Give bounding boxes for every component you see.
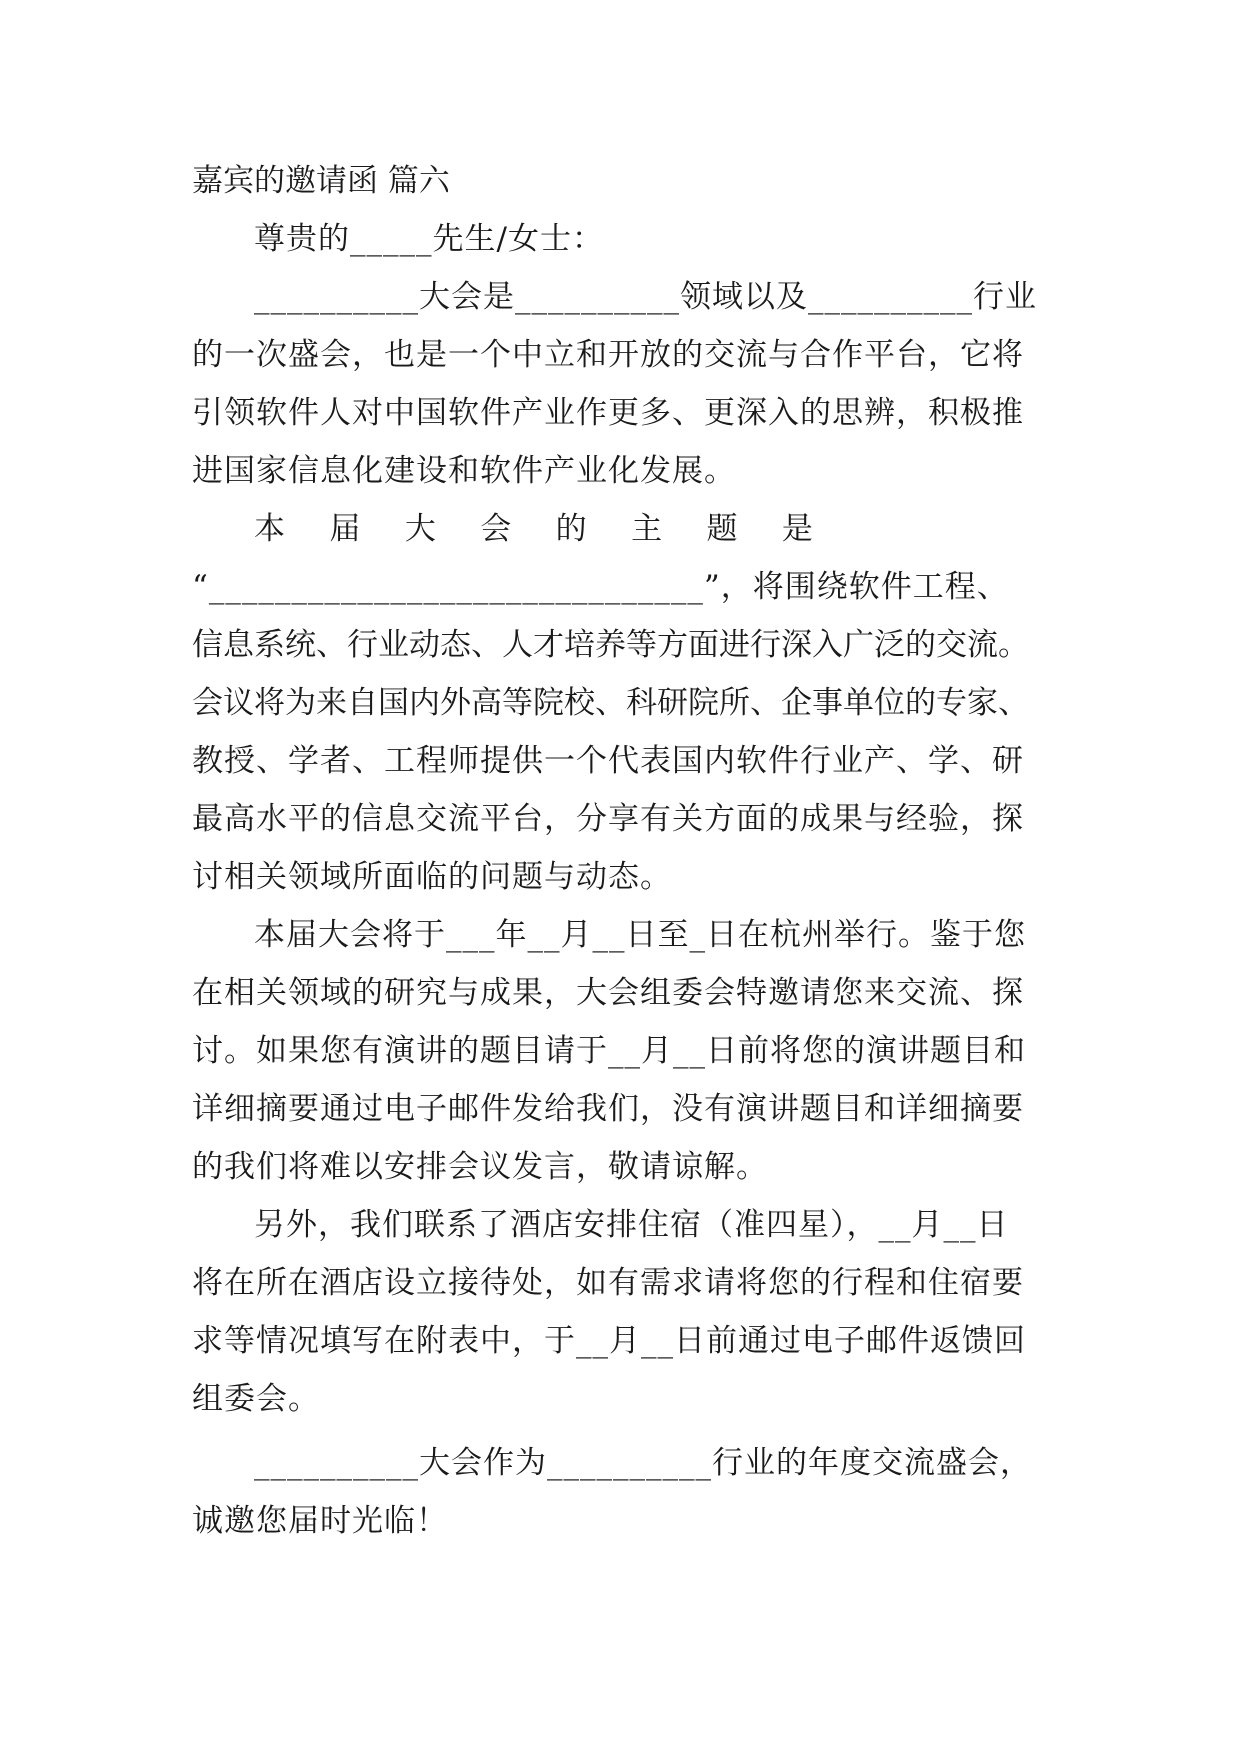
paragraph-3 [192,906,1050,1196]
paragraph-line: 信息系统、行业动态、人才培养等方面进行深入广泛的交流。 [192,627,1029,663]
salutation: 尊贵的_____先生/女士： [254,221,604,257]
paragraph-line: 另外，我们联系了酒店安排住宿（准四星），__月__日 [254,1207,1009,1243]
paragraph-line: __________大会是__________领域以及__________行业 [254,279,1037,315]
paragraph-line: 求等情况填写在附表中，于__月__日前通过电子邮件返馈回 [192,1323,1026,1359]
paragraph-4 [192,1196,1050,1428]
paragraph-line: 进国家信息化建设和软件产业化发展。 [192,453,736,489]
paragraph-line: 组委会。 [192,1381,320,1417]
paragraph-line: 的我们将难以安排会议发言，敬请谅解。 [192,1149,768,1185]
paragraph-line: 的一次盛会，也是一个中立和开放的交流与合作平台，它将 [192,337,1024,373]
paragraph-line: __________大会作为__________行业的年度交流盛会， [254,1445,1032,1481]
paragraph-line: 详细摘要通过电子邮件发给我们，没有演讲题目和详细摘要 [192,1091,1024,1127]
document-body [192,152,1050,1550]
paragraph-1 [192,268,1050,500]
paragraph-line: 在相关领域的研究与成果，大会组委会特邀请您来交流、探 [192,975,1024,1011]
paragraph-2 [192,500,1050,906]
paragraph-line: 讨。如果您有演讲的题目请于__月__日前将您的演讲题目和 [192,1033,1026,1069]
paragraph-line: 会议将为来自国内外高等院校、科研院所、企事单位的专家、 [192,685,1029,721]
paragraph-line: 讨相关领域所面临的问题与动态。 [192,859,672,895]
document-title: 嘉宾的邀请函 篇六 [192,163,450,199]
paragraph-line: “______________________________”，将围绕软件工程、 [192,569,1009,605]
paragraph-line: 将在所在酒店设立接待处，如有需求请将您的行程和住宿要 [192,1265,1024,1301]
paragraph-line: 本届大会将于___年__月__日至_日在杭州举行。鉴于您 [254,917,1026,953]
paragraph-line: 本 届 大 会 的 主 题 是 [254,511,814,547]
paragraph-line: 最高水平的信息交流平台，分享有关方面的成果与经验，探 [192,801,1024,837]
paragraph-line: 诚邀您届时光临！ [192,1503,448,1539]
paragraph-5 [192,1434,1050,1550]
paragraph-line: 引领软件人对中国软件产业作更多、更深入的思辨，积极推 [192,395,1024,431]
paragraph-line: 教授、学者、工程师提供一个代表国内软件行业产、学、研 [192,743,1024,779]
